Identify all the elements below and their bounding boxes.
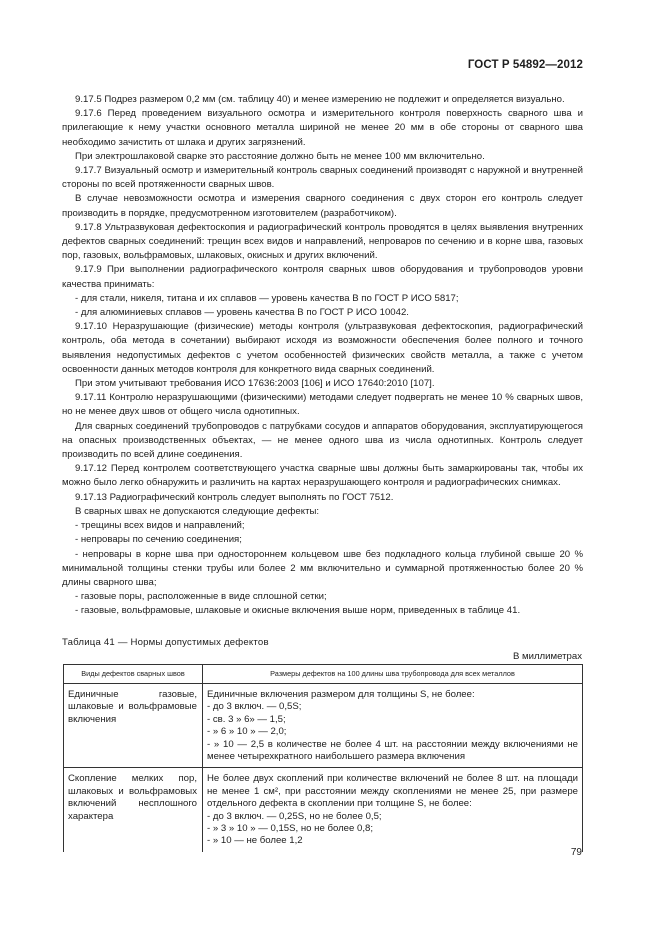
list-item: - газовые поры, расположенные в виде сплошной сетки; (75, 591, 327, 603)
paragraph: 9.17.12 Перед контролем соответствующего участка сварные швы должны быть замаркированы так, чтобы их можно было легко обнаружить и различить на картах неразрушающего контроля и радиографических снимках. (62, 463, 583, 489)
body-text (62, 93, 583, 619)
table-caption: Таблица 41 — Нормы допустимых дефектов (62, 637, 269, 648)
paragraph: 9.17.8 Ультразвуковая дефектоскопия и радиографический контроль проводятся в целях выявления внутренних дефектов сварных соединений: трещин всех видов и направлений, непроваров по сечению и в корне шва, газовых пор, газовых, вольфрамовых, шлаковых, окисных и других включений. (62, 221, 583, 262)
norm-line: - » 3 » 10 » — 0,15S, но не более 0,8; (207, 823, 374, 835)
table-units: В миллиметрах (512, 651, 582, 662)
norm-line: Не более двух скоплений при количестве включений не более 8 шт. на площади не менее 1 см², при расстоянии между скоплениями не менее 25, при размере отдельного дефекта в скоплении при толщине S, не более: (207, 773, 578, 810)
standard-header: ГОСТ Р 54892—2012 (467, 59, 583, 71)
column-header: Размеры дефектов на 100 длины шва трубопровода для всех металлов (203, 665, 583, 684)
table-header-row (64, 665, 583, 684)
defects-table (63, 664, 583, 852)
paragraph: В сварных швах не допускаются следующие дефекты: (75, 505, 320, 517)
norm-line: - » 10 — 2,5 в количестве не более 4 шт. на расстоянии между включениями не менее четырехкратного наибольшего размера включения (207, 738, 578, 763)
list-item: - газовые, вольфрамовые, шлаковые и окисные включения выше норм, приведенных в таблице 41. (75, 605, 521, 617)
norm-line: - до 3 включ. — 0,5S; (207, 701, 302, 713)
defect-norms-cell (203, 684, 583, 768)
paragraph: 9.17.11 Контролю неразрушающими (физическими) методами следует подвергать не менее 10 % сварных швов, но не менее двух швов от общего числа однотипных. (62, 392, 583, 418)
list-item: - для стали, никеля, титана и их сплавов — уровень качества В по ГОСТ Р ИСО 5817; (75, 292, 459, 304)
defect-type-cell: Единичные газовые, шлаковые и вольфрамовые включения (64, 684, 203, 768)
paragraph: Для сварных соединений трубопроводов с патрубками сосудов и аппаратов оборудования, эксплуатирующегося на опасных производственных объектах, — не менее одного шва из числа однотипных. Контроль следует производить по всей длине соединения. (62, 420, 583, 461)
paragraph: 9.17.5 Подрез размером 0,2 мм (см. таблицу 40) и менее измерению не подлежит и определяется визуально. (75, 94, 565, 105)
paragraph: 9.17.6 Перед проведением визуального осмотра и измерительного контроля поверхность сварного шва и прилегающие к нему участки основного металла шириной не менее 20 мм в обе стороны от сварного шва необходимо зачистить от шлака и других загрязнений. (62, 108, 583, 148)
paragraph: 9.17.13 Радиографический контроль следует выполнять по ГОСТ 7512. (75, 491, 394, 503)
defect-norms-cell (203, 768, 583, 852)
table-row (64, 684, 583, 768)
list-item: - непровары по сечению соединения; (75, 534, 242, 546)
norm-line: - » 6 » 10 » — 2,0; (207, 726, 287, 738)
paragraph: При электрошлаковой сварке это расстояние должно быть не менее 100 мм включительно. (75, 150, 485, 162)
norm-line: - до 3 включ. — 0,25S, но не более 0,5; (207, 810, 382, 822)
norm-line: Единичные включения размером для толщины S, не более: (207, 689, 475, 700)
paragraph: 9.17.9 При выполнении радиографического контроля сварных швов оборудования и трубопроводов уровни качества принимать: (62, 264, 583, 290)
defect-type-cell: Скопление мелких пор, шлаковых и вольфрамовых включений несплошного характера (64, 768, 203, 852)
column-header: Виды дефектов сварных швов (64, 665, 203, 684)
paragraph: 9.17.7 Визуальный осмотр и измерительный контроль сварных соединений производят с наружной и внутренней стороны по всей протяженности сварных швов. (62, 165, 583, 191)
paragraph: При этом учитывают требования ИСО 17636:2003 [106] и ИСО 17640:2010 [107]. (75, 378, 435, 390)
list-item: - для алюминиевых сплавов — уровень качества В по ГОСТ Р ИСО 10042. (75, 307, 409, 319)
paragraph: В случае невозможности осмотра и измерения сварного соединения с двух сторон его контроль следует производить в порядке, предусмотренном изготовителем (разработчиком). (62, 193, 583, 219)
norm-line: - св. 3 » 6» — 1,5; (207, 713, 286, 725)
table-row (64, 768, 583, 852)
list-item: - непровары в корне шва при одностороннем кольцевом шве без подкладного кольца глубиной свыше 20 % минимальной толщины стенки трубы или более 2 мм включительно и суммарной протяженностью более 20 % длины сварного шва; (62, 548, 583, 588)
page-number: 79 (570, 847, 582, 858)
norm-line: - » 10 — не более 1,2 (207, 835, 303, 847)
list-item: - трещины всех видов и направлений; (75, 520, 245, 532)
paragraph: 9.17.10 Неразрушающие (физические) методы контроля (ультразвуковая дефектоскопия, радиографический контроль, оба метода в сочетании) выбирают исходя из возможности обеспечения более полного и точного выявления недопустимых дефектов с учетом особенностей физических свойств металла, а также с учетом освоенности данных методов контроля для конкретного вида сварных соединений. (62, 321, 583, 375)
